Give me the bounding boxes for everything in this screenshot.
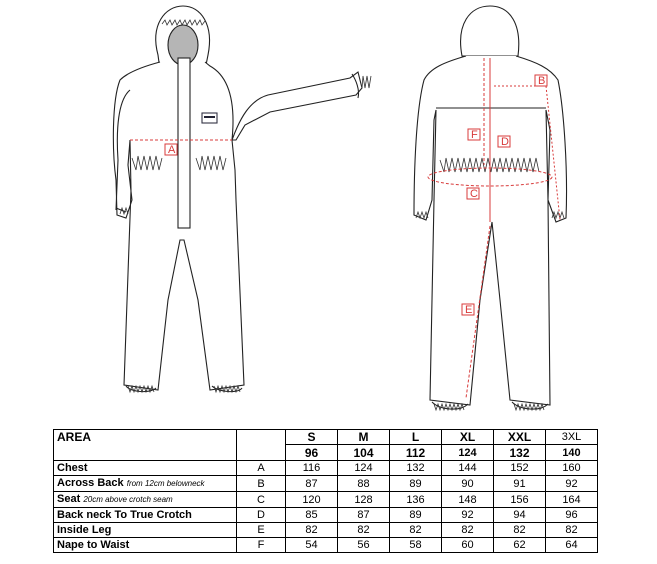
cell-value: 92 bbox=[442, 508, 494, 523]
cell-value: 156 bbox=[494, 492, 546, 508]
cell-value: 124 bbox=[338, 461, 390, 476]
cell-value: 58 bbox=[390, 538, 442, 553]
cell-value: 120 bbox=[286, 492, 338, 508]
table-row bbox=[54, 538, 598, 553]
cell-value: 82 bbox=[494, 523, 546, 538]
cell-value: 148 bbox=[442, 492, 494, 508]
row-letter: E bbox=[237, 523, 286, 538]
cell-value: 87 bbox=[286, 476, 338, 492]
table-row bbox=[54, 523, 598, 538]
table-row bbox=[54, 476, 598, 492]
cell-value: 136 bbox=[390, 492, 442, 508]
marker-e: E bbox=[465, 304, 473, 316]
row-name: Inside Leg bbox=[57, 524, 112, 536]
row-name: Nape to Waist bbox=[57, 539, 130, 551]
table-row bbox=[54, 508, 598, 523]
row-letter: B bbox=[237, 476, 286, 492]
chest-size: 104 bbox=[338, 445, 390, 461]
cell-value: 62 bbox=[494, 538, 546, 553]
marker-b: B bbox=[538, 75, 546, 87]
cell-value: 85 bbox=[286, 508, 338, 523]
chest-size: 140 bbox=[546, 445, 598, 461]
letter-header bbox=[237, 430, 286, 461]
cell-value: 82 bbox=[546, 523, 598, 538]
cell-value: 87 bbox=[338, 508, 390, 523]
cell-value: 82 bbox=[390, 523, 442, 538]
table-header-row bbox=[54, 430, 598, 445]
row-letter: A bbox=[237, 461, 286, 476]
row-note: 20cm above crotch seam bbox=[83, 495, 173, 504]
cell-value: 164 bbox=[546, 492, 598, 508]
row-letter: D bbox=[237, 508, 286, 523]
chest-size: 132 bbox=[494, 445, 546, 461]
row-name: Seat bbox=[57, 493, 81, 505]
row-name: Back neck To True Crotch bbox=[57, 509, 192, 521]
cell-value: 116 bbox=[286, 461, 338, 476]
area-header: AREA bbox=[54, 430, 237, 461]
cell-value: 89 bbox=[390, 508, 442, 523]
cell-value: 91 bbox=[494, 476, 546, 492]
cell-value: 144 bbox=[442, 461, 494, 476]
size-header: S bbox=[286, 430, 338, 445]
chest-size: 124 bbox=[442, 445, 494, 461]
size-header: XL bbox=[442, 430, 494, 445]
chest-size: 96 bbox=[286, 445, 338, 461]
row-name: Across Back bbox=[57, 477, 124, 489]
table-row bbox=[54, 492, 598, 508]
cell-value: 82 bbox=[286, 523, 338, 538]
cell-value: 82 bbox=[338, 523, 390, 538]
cell-value: 160 bbox=[546, 461, 598, 476]
table-row bbox=[54, 461, 598, 476]
row-name: Chest bbox=[57, 462, 88, 474]
marker-c: C bbox=[470, 188, 478, 200]
size-header: L bbox=[390, 430, 442, 445]
row-letter: F bbox=[237, 538, 286, 553]
marker-d: D bbox=[501, 136, 509, 148]
cell-value: 88 bbox=[338, 476, 390, 492]
chest-size: 112 bbox=[390, 445, 442, 461]
cell-value: 90 bbox=[442, 476, 494, 492]
cell-value: 60 bbox=[442, 538, 494, 553]
cell-value: 82 bbox=[442, 523, 494, 538]
cell-value: 54 bbox=[286, 538, 338, 553]
size-chart-table bbox=[53, 429, 598, 553]
cell-value: 89 bbox=[390, 476, 442, 492]
cell-value: 132 bbox=[390, 461, 442, 476]
cell-value: 152 bbox=[494, 461, 546, 476]
cell-value: 96 bbox=[546, 508, 598, 523]
marker-a-front: A bbox=[168, 144, 176, 156]
row-note: from 12cm belowneck bbox=[126, 479, 205, 488]
cell-value: 128 bbox=[338, 492, 390, 508]
cell-value: 92 bbox=[546, 476, 598, 492]
size-header: 3XL bbox=[546, 430, 598, 445]
cell-value: 64 bbox=[546, 538, 598, 553]
cell-value: 94 bbox=[494, 508, 546, 523]
size-header: XXL bbox=[494, 430, 546, 445]
row-letter: C bbox=[237, 492, 286, 508]
cell-value: 56 bbox=[338, 538, 390, 553]
front-view bbox=[113, 6, 362, 392]
marker-f: F bbox=[471, 129, 478, 141]
size-header: M bbox=[338, 430, 390, 445]
